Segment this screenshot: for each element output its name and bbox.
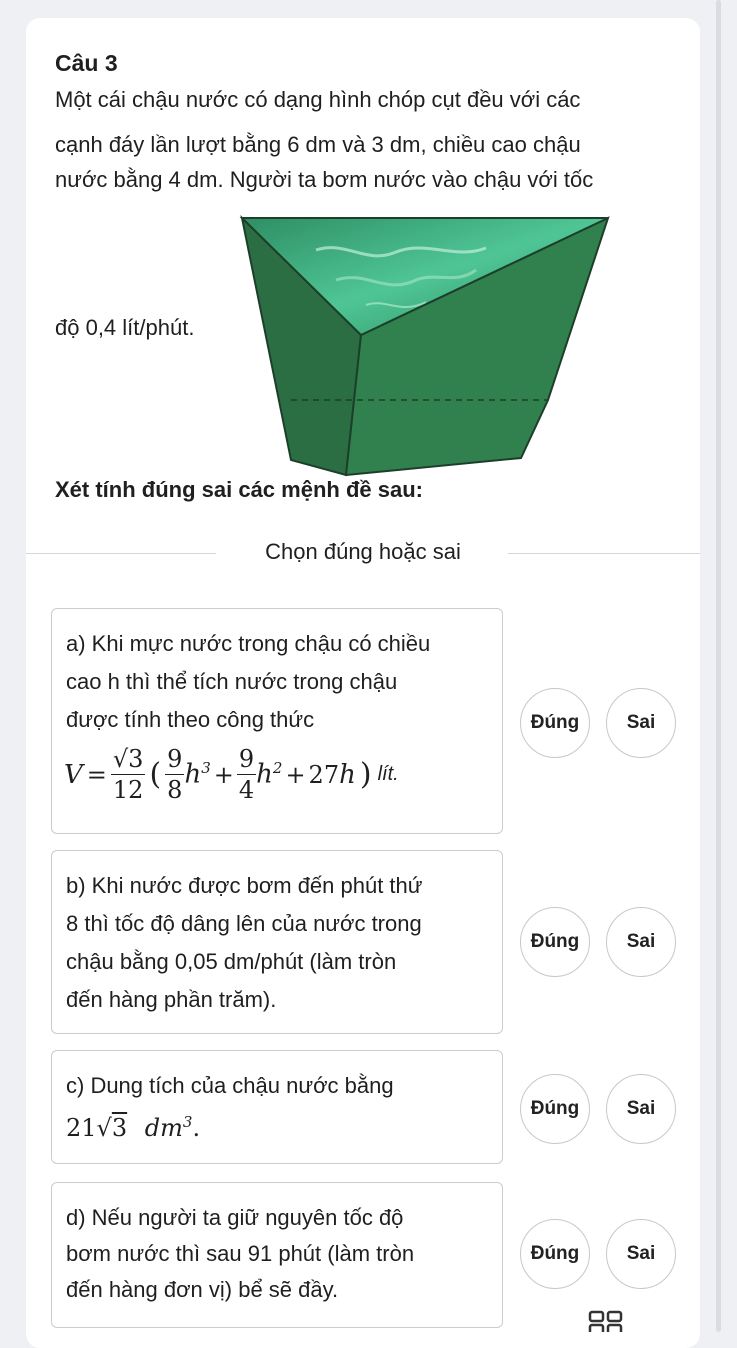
question-text-line: Một cái chậu nước có dạng hình chóp cụt đều với các <box>55 87 581 112</box>
statement-text-line: đến hàng phần trăm). <box>66 987 277 1012</box>
statement-a <box>51 608 503 834</box>
true-button-c[interactable]: Đúng <box>520 1074 590 1144</box>
section-divider <box>26 535 700 571</box>
true-button-d[interactable]: Đúng <box>520 1219 590 1289</box>
volume-formula: V = $\frac{√3}{12}$ ( $\frac{9}{8}$ $h^3$ + $\frac{9}{4}$ $h^2$ + 27 h ) lít. <box>64 745 399 804</box>
statement-text-line: d) Nếu người ta giữ nguyên tốc độ <box>66 1205 404 1230</box>
question-prompt: Xét tính đúng sai các mệnh đề sau: <box>55 477 423 502</box>
true-button-a[interactable]: Đúng <box>520 688 590 758</box>
statement-text-line: a) Khi mực nước trong chậu có chiều <box>66 631 431 656</box>
grid-icon[interactable] <box>588 1310 624 1332</box>
statement-text-line: cao h thì thể tích nước trong chậu <box>66 669 398 694</box>
section-label: Chọn đúng hoặc sai <box>265 539 461 564</box>
statement-text-line: bơm nước thì sau 91 phút (làm tròn <box>66 1241 415 1266</box>
statement-c <box>51 1050 503 1164</box>
statement-text-line: c) Dung tích của chậu nước bằng <box>66 1073 394 1098</box>
false-button-c[interactable]: Sai <box>606 1074 676 1144</box>
capacity-formula: 21√3 $dm^3$. <box>66 1113 201 1142</box>
false-button-a[interactable]: Sai <box>606 688 676 758</box>
question-title: Câu 3 <box>55 50 118 76</box>
statement-text-line: được tính theo công thức <box>66 707 315 732</box>
statement-text-line: 8 thì tốc độ dâng lên của nước trong <box>66 911 422 936</box>
statement-b <box>51 850 503 1034</box>
false-button-b[interactable]: Sai <box>606 907 676 977</box>
statement-text-line: b) Khi nước được bơm đến phút thứ <box>66 873 423 898</box>
statement-text-line: đến hàng đơn vị) bể sẽ đầy. <box>66 1277 339 1302</box>
true-button-b[interactable]: Đúng <box>520 907 590 977</box>
false-button-d[interactable]: Sai <box>606 1219 676 1289</box>
statement-text-line: chậu bằng 0,05 dm/phút (làm tròn <box>66 949 397 974</box>
formula-unit: lít. <box>377 763 399 785</box>
question-text-line: nước bằng 4 dm. Người ta bơm nước vào chậu với tốc <box>55 167 594 192</box>
question-text-line: độ 0,4 lít/phút. <box>55 315 195 340</box>
scrollbar[interactable] <box>716 0 721 1332</box>
statement-d <box>51 1182 503 1328</box>
question-text-line: cạnh đáy lần lượt bằng 6 dm và 3 dm, chiều cao chậu <box>55 132 581 157</box>
basin-illustration <box>236 210 616 480</box>
